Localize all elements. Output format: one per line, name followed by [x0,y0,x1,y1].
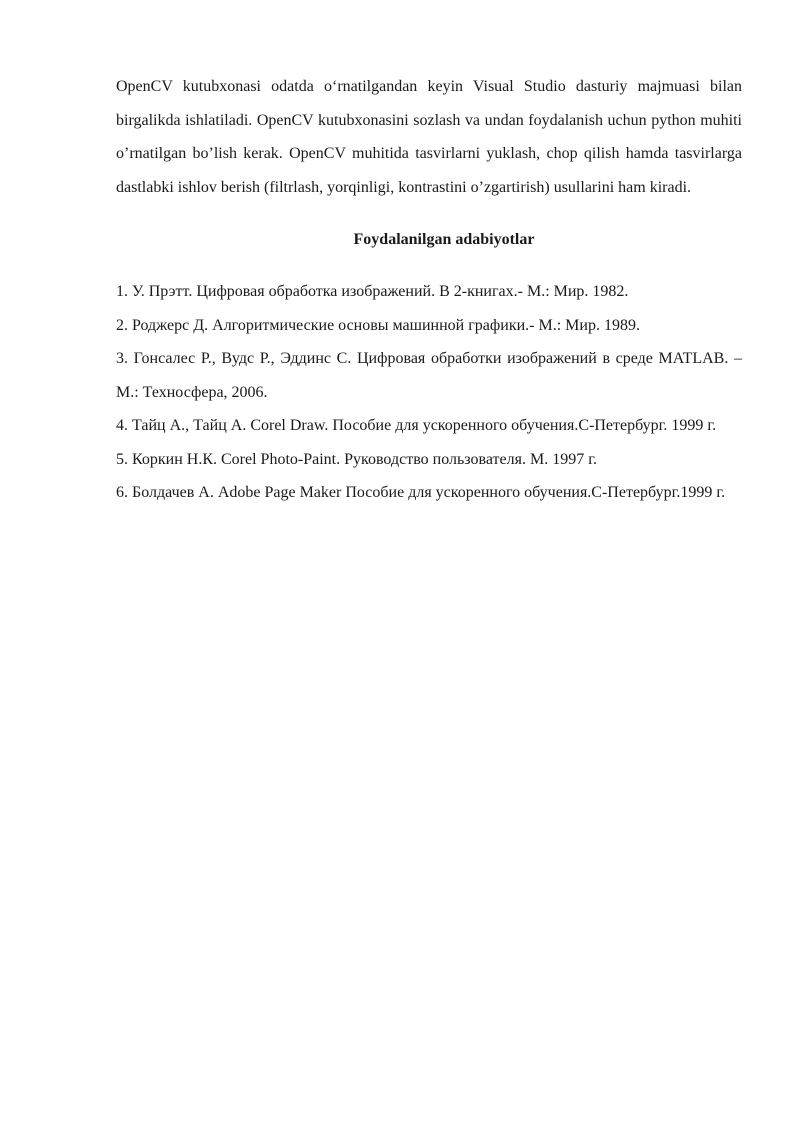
references-heading: Foydalanilgan adabiyotlar [353,231,535,248]
document-page [116,70,742,510]
reference-item: 3. Гонсалес Р., Вудс Р., Эддинс С. Цифровая обработки изображений в среде MATLAB. – М.: Техносфера, 2006. [116,350,742,401]
reference-item: 6. Болдачев А. Adobe Page Maker Пособие для ускоренного обучения.С-Петербург.1999 г. [116,484,726,501]
references-list [116,275,742,510]
reference-item: 4. Тайц А., Тайц А. Corel Draw. Пособие для ускоренного обучения.С-Петербург. 1999 г. [116,417,717,434]
reference-item: 1. У. Прэтт. Цифровая обработка изображений. В 2-книгах.- М.: Мир. 1982. [116,283,629,300]
reference-item: 2. Роджерс Д. Алгоритмические основы машинной графики.- М.: Мир. 1989. [116,316,640,334]
reference-item: 5. Коркин Н.К. Corel Photo-Paint. Руководство пользователя. М. 1997 г. [116,450,597,468]
body-paragraph: OpenCV kutubxonasi odatda o‘rnatilgandan keyin Visual Studio dasturiy majmuasi bilan birgalikda ishlatiladi. OpenCV kutubxonasini sozlash va undan foydalanish uchun python muhiti o’rnatilgan bo’lish kerak. OpenCV muhitida tasvirlarni yuklash, chop qilish hamda tasvirlarga dastlabki ishlov berish (filtrlash, yorqinligi, kontrastini o’zgartirish) usullarini ham kiradi. [116,78,742,196]
